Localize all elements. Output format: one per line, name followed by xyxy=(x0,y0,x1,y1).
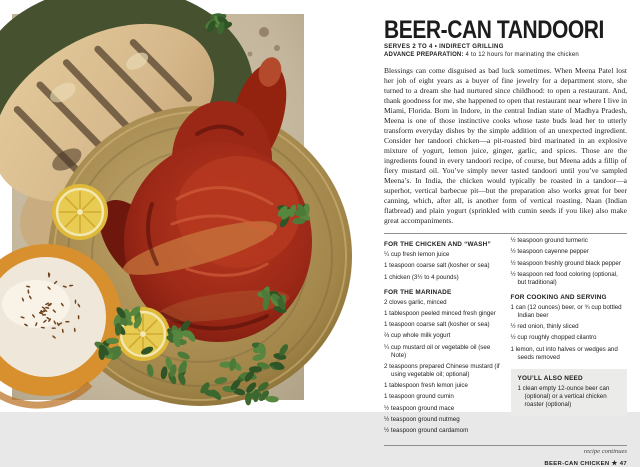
advance-preparation-line xyxy=(384,52,627,58)
ingredient-item: 1 teaspoon ground cumin xyxy=(384,393,454,401)
bottom-divider xyxy=(384,445,627,446)
grilling-method-text: INDIRECT GRILLING xyxy=(439,44,504,50)
ingredient-item: 1 lemon, cut into halves or wedges and seeds removed xyxy=(510,345,618,361)
serves-text: SERVES 2 TO 4 xyxy=(384,44,433,50)
ingredient-columns xyxy=(384,237,627,438)
recipe-page xyxy=(384,18,627,467)
ingredient-section xyxy=(384,241,501,282)
food-photo-illustration xyxy=(12,14,304,400)
ingredient-item: ½ cup roughly chopped cilantro xyxy=(510,334,597,342)
recipe-title: BEER-CAN TANDOORI xyxy=(384,16,604,44)
ingredient-item: ½ teaspoon freshly ground black pepper xyxy=(510,259,621,267)
ingredient-column-left xyxy=(384,237,501,438)
ingredient-section-heading: FOR THE CHICKEN AND “WASH” xyxy=(384,241,491,248)
lemon-half xyxy=(52,184,108,240)
ingredient-section xyxy=(511,294,628,362)
ingredient-item: ½ red onion, thinly sliced xyxy=(510,323,579,331)
ingredient-section xyxy=(384,289,501,436)
ingredient-section xyxy=(511,237,628,287)
bullet-separator: • xyxy=(434,44,438,50)
ingredient-section-heading: FOR THE MARINADE xyxy=(384,288,452,296)
ingredient-item: 1 teaspoon coarse salt (kosher or sea) xyxy=(384,262,490,270)
ingredient-item: ½ teaspoon red food coloring (optional, but traditional) xyxy=(510,270,618,286)
also-need-box xyxy=(511,369,628,416)
ingredient-item: 1 chicken (3½ to 4 pounds) xyxy=(384,273,459,281)
ingredient-item: 1 can (12 ounces) beer, or ¾ cup bottled Indian beer xyxy=(510,303,622,319)
ingredient-item: ½ teaspoon cayenne pepper xyxy=(510,248,589,256)
ingredient-section-heading: YOU’LL ALSO NEED xyxy=(517,374,583,382)
ingredient-item: ½ teaspoon ground mace xyxy=(384,404,455,412)
section-divider xyxy=(384,233,627,234)
ingredient-item: 2 cloves garlic, minced xyxy=(384,298,447,306)
ingredient-item: 1 tablespoon peeled minced fresh ginger xyxy=(384,309,496,317)
ingredient-item: ¼ cup mustard oil or vegetable oil (see Note) xyxy=(384,343,491,359)
ingredient-item: ½ teaspoon ground turmeric xyxy=(510,237,588,244)
food-photo xyxy=(12,14,304,400)
ingredient-item: ¼ cup fresh lemon juice xyxy=(384,251,450,258)
chapter-title: BEER-CAN CHICKEN xyxy=(544,461,610,467)
page-footer xyxy=(384,459,627,467)
ingredient-item: 1 tablespoon fresh lemon juice xyxy=(384,382,468,390)
ingredient-column-right xyxy=(511,237,628,438)
ingredient-item: ½ teaspoon ground cardamom xyxy=(384,427,469,435)
advance-preparation-label: ADVANCE PREPARATION: xyxy=(384,52,464,58)
serves-and-method-line xyxy=(384,44,627,50)
ingredient-section-heading: FOR COOKING AND SERVING xyxy=(510,293,607,301)
star-icon: ★ xyxy=(611,460,618,467)
ingredient-item: ⅔ cup whole milk yogurt xyxy=(384,332,451,340)
recipe-intro-paragraph: Blessings can come disguised as bad luck sometimes. When Meena Patel lost her job of eight years as a buyer of fine jewelry for a department store, she turned to a dream she had nurtured since childhood: to open a restaurant. And, thank goodness for me, she happened to open that restaurant near where I live in Miami, Florida. Born in Indore, in the central Indian state of Madhya Pradesh, Meena is one of those instinctive cooks whose taste buds lead her to utterly transform everyday dishes by the simple addition of an unexpected ingredient. Consider her tandoori chicken—a pit-roasted bird marinated in an explosive mixture of yogurt, lemon juice, ginger, garlic, and spices. Those are the ingredients found in every tandoori recipe, of course, but Meena adds a fillip of fiery mustard oil. You’ve simply never tasted tandoori until you’ve sampled Meena’s. In India, the chicken would typically be roasted in a tandoor—a superhot, vertical barbecue pit—but the preparation also works great for beer canning, which, after all, is another form of vertical roasting. Naan (Indian flatbread) and plain yogurt (sprinkled with cumin seeds if you like) also make great accompaniments. xyxy=(384,66,627,225)
page-number: 47 xyxy=(619,461,627,467)
recipe-continues-note: recipe continues xyxy=(583,448,627,456)
ingredient-item: 1 teaspoon coarse salt (kosher or sea) xyxy=(384,321,490,329)
ingredient-item: ½ teaspoon ground nutmeg xyxy=(384,415,460,423)
advance-preparation-text: 4 to 12 hours for marinating the chicken xyxy=(465,52,579,58)
ingredient-item: 1 clean empty 12-ounce beer can (optional) or a vertical chicken roaster (optional) xyxy=(517,384,610,408)
ingredient-item: 2 teaspoons prepared Chinese mustard (if using vegetable oil; optional) xyxy=(384,362,500,378)
